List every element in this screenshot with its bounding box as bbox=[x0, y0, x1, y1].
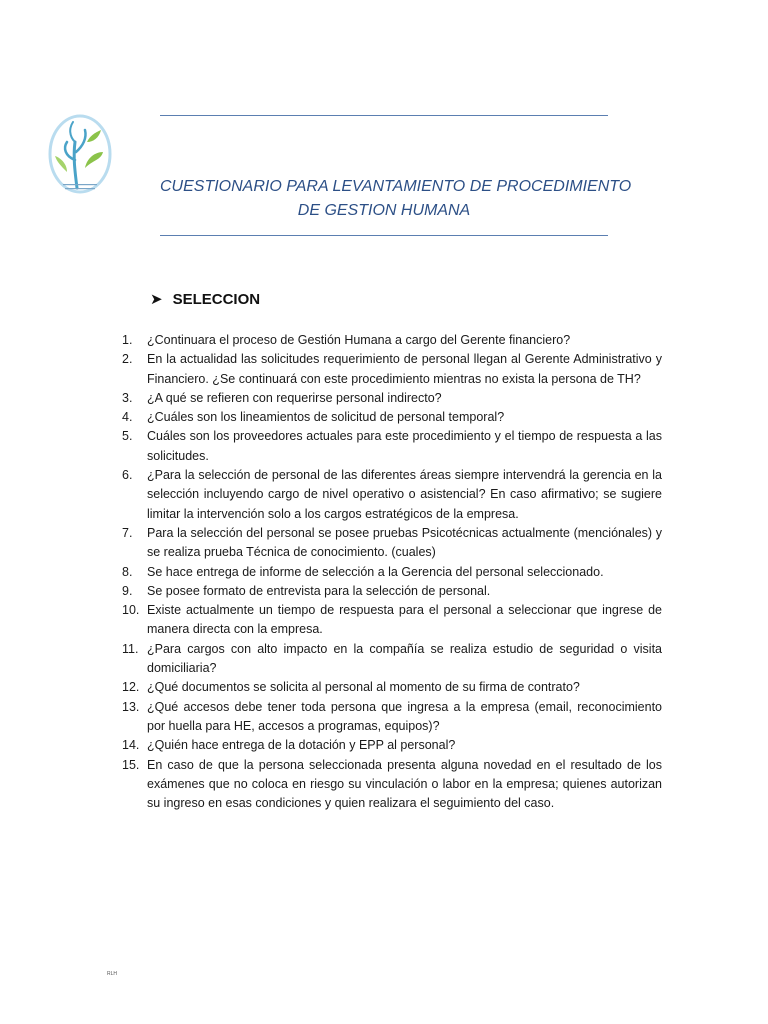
list-item bbox=[122, 350, 662, 389]
title-line-2: DE GESTION HUMANA bbox=[297, 202, 471, 219]
list-item bbox=[122, 524, 662, 563]
item-text: Se posee formato de entrevista para la selección de personal. bbox=[147, 583, 491, 598]
item-text: En caso de que la persona seleccionada presenta alguna novedad en el resultado de los exámenes que no coloca en riesgo su vinculación o labor en la empresa; quienes autorizan su ingreso en esas condiciones y quien realizara el seguimiento del caso. bbox=[147, 757, 662, 811]
item-number: 6. bbox=[122, 468, 133, 483]
item-number: 7. bbox=[122, 525, 133, 540]
item-text: ¿Continuara el proceso de Gestión Humana a cargo del Gerente financiero? bbox=[147, 333, 571, 347]
list-item bbox=[122, 466, 662, 524]
item-number: 14. bbox=[122, 738, 140, 753]
list-item bbox=[122, 563, 662, 582]
item-number: 3. bbox=[122, 390, 133, 405]
list-item bbox=[122, 331, 662, 350]
item-number: 9. bbox=[122, 583, 133, 598]
item-number: 11. bbox=[122, 641, 139, 656]
document-title bbox=[160, 175, 632, 223]
item-text: Existe actualmente un tiempo de respuesta para el personal a seleccionar que ingrese de manera directa con la empresa. bbox=[147, 603, 662, 637]
list-item bbox=[122, 640, 662, 679]
item-text: ¿Para cargos con alto impacto en la compañía se realiza estudio de seguridad o visita domiciliaria? bbox=[147, 641, 662, 676]
item-text: ¿Qué accesos debe tener toda persona que ingresa a la empresa (email, reconocimiento por huella para HE, accesos a programas, equipos)? bbox=[147, 699, 662, 733]
item-number: 1. bbox=[122, 333, 133, 347]
item-number: 8. bbox=[122, 564, 133, 579]
list-item bbox=[122, 427, 662, 466]
item-number: 5. bbox=[122, 429, 133, 444]
footer-mark: RLH bbox=[107, 971, 118, 977]
item-number: 10. bbox=[122, 603, 140, 618]
list-item bbox=[122, 678, 662, 697]
title-line-1: CUESTIONARIO PARA LEVANTAMIENTO DE PROCEDIMIENTO bbox=[160, 178, 632, 195]
arrowhead-bullet-icon: ➤ bbox=[150, 291, 163, 308]
item-text: ¿Quién hace entrega de la dotación y EPP al personal? bbox=[147, 738, 456, 753]
item-text: ¿Qué documentos se solicita al personal al momento de su firma de contrato? bbox=[147, 680, 580, 695]
item-text: Cuáles son los proveedores actuales para este procedimiento y el tiempo de respuesta a las solicitudes. bbox=[147, 429, 662, 463]
list-item bbox=[122, 582, 662, 601]
item-number: 2. bbox=[122, 352, 133, 367]
list-item bbox=[122, 601, 662, 640]
item-number: 4. bbox=[122, 410, 133, 425]
item-number: 12. bbox=[122, 680, 140, 695]
header-bottom-rule bbox=[160, 235, 608, 236]
plant-logo-icon bbox=[45, 112, 115, 198]
list-item bbox=[122, 698, 662, 737]
item-text: Se hace entrega de informe de selección a la Gerencia del personal seleccionado. bbox=[147, 564, 604, 579]
list-item bbox=[122, 736, 662, 755]
item-number: 15. bbox=[122, 757, 140, 772]
section-label: SELECCION bbox=[172, 291, 261, 308]
item-text: ¿Para la selección de personal de las diferentes áreas siempre intervendrá la gerencia en la selección incluyendo cargo de nivel operativo o asistencial? En caso afirmativo; se sugiere limitar la intervención solo a los cargos estratégicos de la empresa. bbox=[147, 468, 662, 521]
question-list bbox=[122, 331, 662, 813]
item-text: ¿Cuáles son los lineamientos de solicitud de personal temporal? bbox=[147, 410, 505, 425]
item-number: 13. bbox=[122, 699, 140, 714]
item-text: ¿A qué se refieren con requerirse personal indirecto? bbox=[147, 390, 442, 405]
list-item bbox=[122, 756, 662, 814]
list-item bbox=[122, 408, 662, 427]
header-top-rule bbox=[160, 115, 608, 116]
item-text: En la actualidad las solicitudes requerimiento de personal llegan al Gerente Administrativo y Financiero. ¿Se continuará con este procedimiento mientras no exista la persona de TH? bbox=[147, 352, 662, 386]
list-item bbox=[122, 389, 662, 408]
section-heading bbox=[150, 290, 260, 310]
item-text: Para la selección del personal se posee pruebas Psicotécnicas actualmente (menciónales) y se realiza prueba Técnica de conocimiento. (cuales) bbox=[147, 525, 662, 560]
